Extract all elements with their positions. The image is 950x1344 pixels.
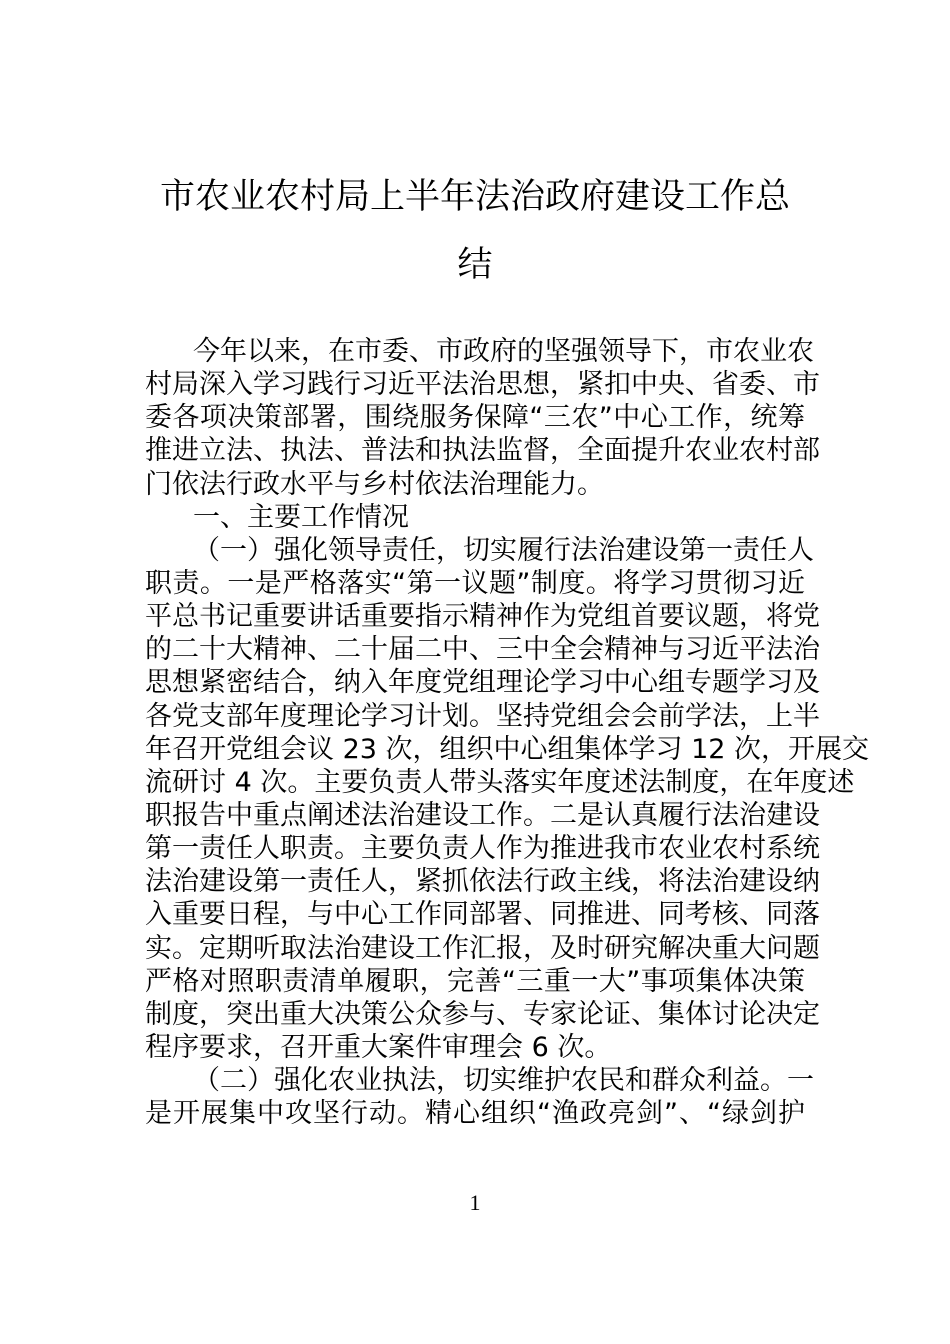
title-line-1: 市农业农村局上半年法治政府建设工作总 [159, 177, 790, 217]
text-line: 思想紧密结合，纳入年度党组理论学习中心组专题学习及 [145, 667, 820, 699]
text-line: 是开展集中攻坚行动。精心组织“渔政亮剑”、“绿剑护 [145, 1098, 805, 1130]
text-line: 职责。一是严格落实“第一议题”制度。将学习贯彻习近 [145, 567, 805, 599]
text-line: 入重要日程，与中心工作同部署、同推进、同考核、同落 [145, 899, 820, 931]
text-line: 门依法行政水平与乡村依法治理能力。 [145, 468, 604, 500]
text-line: 平总书记重要讲话重要指示精神作为党组首要议题，将党 [145, 601, 820, 633]
title-line-2: 结 [457, 245, 493, 285]
text-line: 制度，突出重大决策公众参与、专家论证、集体讨论决定 [145, 998, 820, 1030]
text-line: 今年以来，在市委、市政府的坚强领导下，市农业农 [193, 336, 814, 367]
text-line: 村局深入学习践行习近平法治思想，紧扣中央、省委、市 [145, 369, 820, 401]
text-line: 法治建设第一责任人，紧抓依法行政主线，将法治建设纳 [145, 866, 820, 898]
text-line: 程序要求，召开重大案件审理会 6 次。 [145, 1031, 612, 1063]
text-line: 推进立法、执法、普法和执法监督，全面提升农业农村部 [145, 435, 820, 467]
text-line: 实。定期听取法治建设工作汇报，及时研究解决重大问题 [145, 932, 820, 964]
text-line: 年召开党组会议 23 次，组织中心组集体学习 12 次，开展交 [145, 733, 870, 765]
document-body [145, 335, 870, 1130]
page-number: 1 [469, 1190, 481, 1215]
text-line: 职报告中重点阐述法治建设工作。二是认真履行法治建设 [145, 799, 820, 831]
text-line: （一）强化领导责任，切实履行法治建设第一责任人 [193, 534, 814, 566]
text-line: 严格对照职责清单履职，完善“三重一大”事项集体决策 [145, 965, 805, 997]
document-title [150, 163, 800, 299]
text-line: 一、主要工作情况 [193, 501, 409, 533]
text-line: 流研讨 4 次。主要负责人带头落实年度述法制度，在年度述 [145, 766, 855, 798]
text-line: 第一责任人职责。主要负责人作为推进我市农业农村系统 [145, 833, 820, 865]
text-line: （二）强化农业执法，切实维护农民和群众利益。一 [193, 1065, 814, 1097]
text-line: 委各项决策部署，围绕服务保障“三农”中心工作，统筹 [145, 402, 805, 434]
text-line: 的二十大精神、二十届二中、三中全会精神与习近平法治 [145, 634, 820, 666]
text-line: 各党支部年度理论学习计划。坚持党组会会前学法，上半 [145, 700, 820, 732]
